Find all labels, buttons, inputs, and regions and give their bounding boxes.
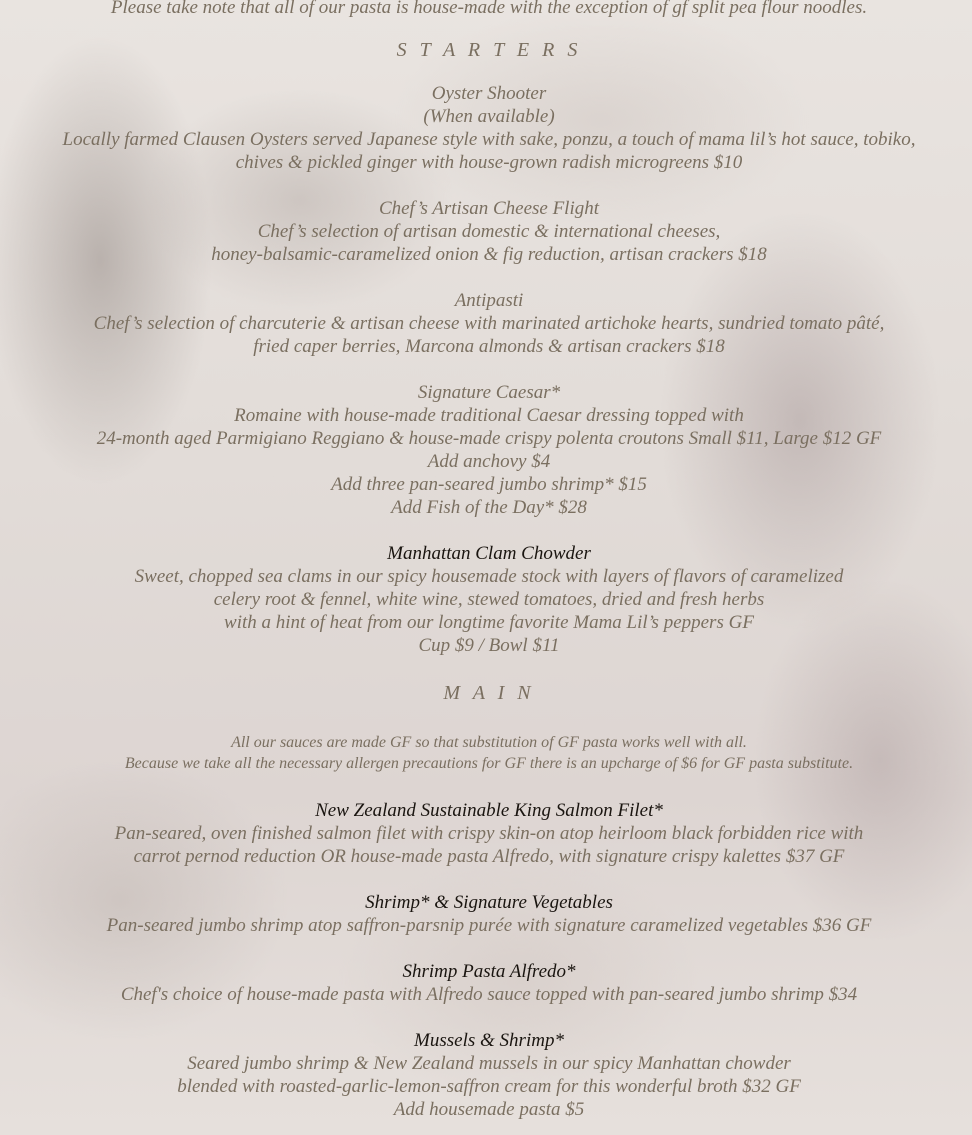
caesar-name: Signature Caesar* <box>417 382 561 403</box>
salmon-description-price: carrot pernod reduction OR house-made pasta Alfredo, with signature crispy kalettes $37 GF <box>133 846 845 867</box>
chowder-description-1: Sweet, chopped sea clams in our spicy housemade stock with layers of flavors of caramelized <box>134 566 844 587</box>
cheese-flight-description-price: honey-balsamic-caramelized onion & fig reduction, artisan crackers $18 <box>211 244 767 265</box>
mussels-description-price: blended with roasted-garlic-lemon-saffron cream for this wonderful broth $32 GF <box>177 1076 801 1097</box>
pasta-note: Please take note that all of our pasta is house-made with the exception of gf split pea flour noodles. <box>110 0 868 18</box>
gf-sauce-note: All our sauces are made GF so that substitution of GF pasta works well with all. <box>231 734 747 751</box>
mussels-addon-pasta: Add housemade pasta $5 <box>393 1099 585 1120</box>
shrimp-vegetables-description-price: Pan-seared jumbo shrimp atop saffron-parsnip purée with signature caramelized vegetables $36 GF <box>106 915 872 936</box>
mussels-name: Mussels & Shrimp* <box>414 1030 564 1051</box>
antipasti-description-price: fried caper berries, Marcona almonds & artisan crackers $18 <box>253 336 725 357</box>
salmon-description: Pan-seared, oven finished salmon filet with crispy skin-on atop heirloom black forbidden rice with <box>114 823 864 844</box>
caesar-addon-anchovy: Add anchovy $4 <box>427 451 551 472</box>
oyster-description-price: chives & pickled ginger with house-grown radish microgreens $10 <box>235 152 743 173</box>
caesar-description-price: 24-month aged Parmigiano Reggiano & house-made crispy polenta croutons Small $11, Large $12 GF <box>96 428 882 449</box>
main-heading: M A I N <box>443 682 535 704</box>
shrimp-alfredo-description-price: Chef's choice of house-made pasta with Alfredo sauce topped with pan-seared jumbo shrimp $34 <box>120 984 858 1005</box>
oyster-name: Oyster Shooter <box>431 83 547 104</box>
starters-heading: S T A R T E R S <box>396 39 582 61</box>
oyster-description: Locally farmed Clausen Oysters served Japanese style with sake, ponzu, a touch of mama lil’s hot sauce, tobiko, <box>62 129 916 150</box>
shrimp-alfredo-name: Shrimp Pasta Alfredo* <box>402 961 576 982</box>
chowder-name: Manhattan Clam Chowder <box>387 543 591 564</box>
antipasti-name: Antipasti <box>454 290 524 311</box>
caesar-description: Romaine with house-made traditional Caesar dressing topped with <box>234 405 744 426</box>
shrimp-vegetables-name: Shrimp* & Signature Vegetables <box>365 892 613 913</box>
gf-upcharge-note: Because we take all the necessary allergen precautions for GF there is an upcharge of $6 for GF pasta substitute. <box>124 755 854 772</box>
chowder-price: Cup $9 / Bowl $11 <box>418 635 560 656</box>
chowder-description-2: celery root & fennel, white wine, stewed tomatoes, dried and fresh herbs <box>213 589 765 610</box>
antipasti-description: Chef’s selection of charcuterie & artisan cheese with marinated artichoke hearts, sundried tomato pâté, <box>93 313 885 334</box>
chowder-description-3: with a hint of heat from our longtime favorite Mama Lil’s peppers GF <box>224 612 754 633</box>
salmon-name: New Zealand Sustainable King Salmon Filet* <box>315 800 663 821</box>
mussels-description: Seared jumbo shrimp & New Zealand mussels in our spicy Manhattan chowder <box>187 1053 791 1074</box>
cheese-flight-description: Chef’s selection of artisan domestic & international cheeses, <box>257 221 721 242</box>
caesar-addon-shrimp: Add three pan-seared jumbo shrimp* $15 <box>331 474 647 495</box>
oyster-availability: (When available) <box>423 106 555 127</box>
cheese-flight-name: Chef’s Artisan Cheese Flight <box>378 198 600 219</box>
caesar-addon-fish: Add Fish of the Day* $28 <box>391 497 587 518</box>
